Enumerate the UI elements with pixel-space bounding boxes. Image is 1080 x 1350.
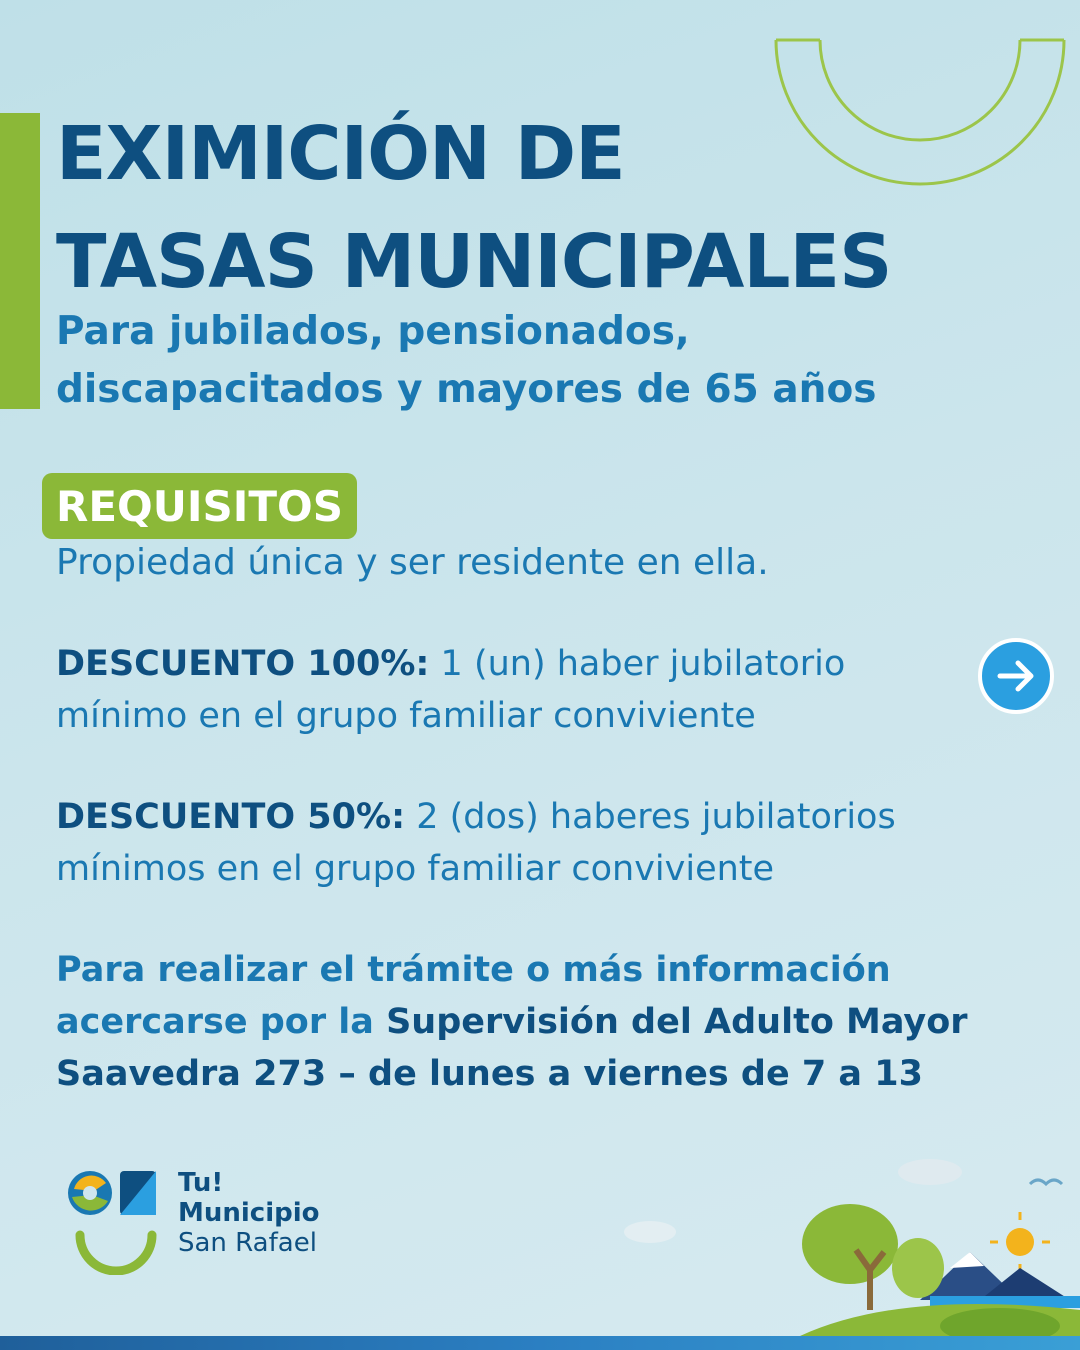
brand-line-3: San Rafael bbox=[178, 1228, 317, 1258]
contact-office-name: Supervisión del Adulto Mayor bbox=[386, 1002, 968, 1042]
green-accent-bar bbox=[0, 113, 40, 409]
subtitle bbox=[56, 303, 876, 419]
bottom-stripe bbox=[0, 1336, 1080, 1350]
page-title bbox=[56, 100, 891, 316]
discount-50-text-2: mínimos en el grupo familiar conviviente bbox=[56, 849, 775, 889]
arrow-right-icon bbox=[994, 654, 1038, 698]
brand-line-1: Tu! bbox=[178, 1168, 224, 1198]
landscape-illustration bbox=[600, 1140, 1080, 1336]
municipio-logo-icon bbox=[66, 1163, 166, 1275]
requirements-badge: REQUISITOS bbox=[42, 473, 357, 539]
brand-name bbox=[178, 1168, 320, 1258]
contact-info bbox=[56, 944, 968, 1100]
contact-line-2 bbox=[56, 996, 968, 1048]
discount-50-label: DESCUENTO 50%: bbox=[56, 797, 406, 837]
discount-50-block bbox=[56, 791, 896, 895]
bird-icon bbox=[1030, 1180, 1062, 1184]
requirements-text: Propiedad única y ser residente en ella. bbox=[56, 542, 769, 583]
contact-line-1: Para realizar el trámite o más información bbox=[56, 950, 891, 990]
discount-100-text-2: mínimo en el grupo familiar conviviente bbox=[56, 696, 756, 736]
discount-100-block bbox=[56, 638, 845, 742]
discount-50-text-1: 2 (dos) haberes jubilatorios bbox=[405, 797, 896, 837]
subtitle-line-2: discapacitados y mayores de 65 años bbox=[56, 367, 877, 412]
discount-100-line-1 bbox=[56, 638, 845, 690]
title-line-1: EXIMICIÓN DE bbox=[56, 111, 625, 197]
next-button[interactable] bbox=[978, 638, 1054, 714]
cloud-icon bbox=[624, 1221, 676, 1243]
discount-100-label: DESCUENTO 100%: bbox=[56, 644, 430, 684]
subtitle-line-1: Para jubilados, pensionados, bbox=[56, 309, 690, 354]
brand-line-2: Municipio bbox=[178, 1198, 320, 1228]
title-line-2: TASAS MUNICIPALES bbox=[56, 219, 892, 305]
discount-50-line-1 bbox=[56, 791, 896, 843]
sun-icon bbox=[1006, 1228, 1034, 1256]
contact-address-hours: Saavedra 273 – de lunes a viernes de 7 a 13 bbox=[56, 1054, 923, 1094]
discount-100-text-1: 1 (un) haber jubilatorio bbox=[429, 644, 846, 684]
contact-line-2-prefix: acercarse por la bbox=[56, 1002, 387, 1042]
